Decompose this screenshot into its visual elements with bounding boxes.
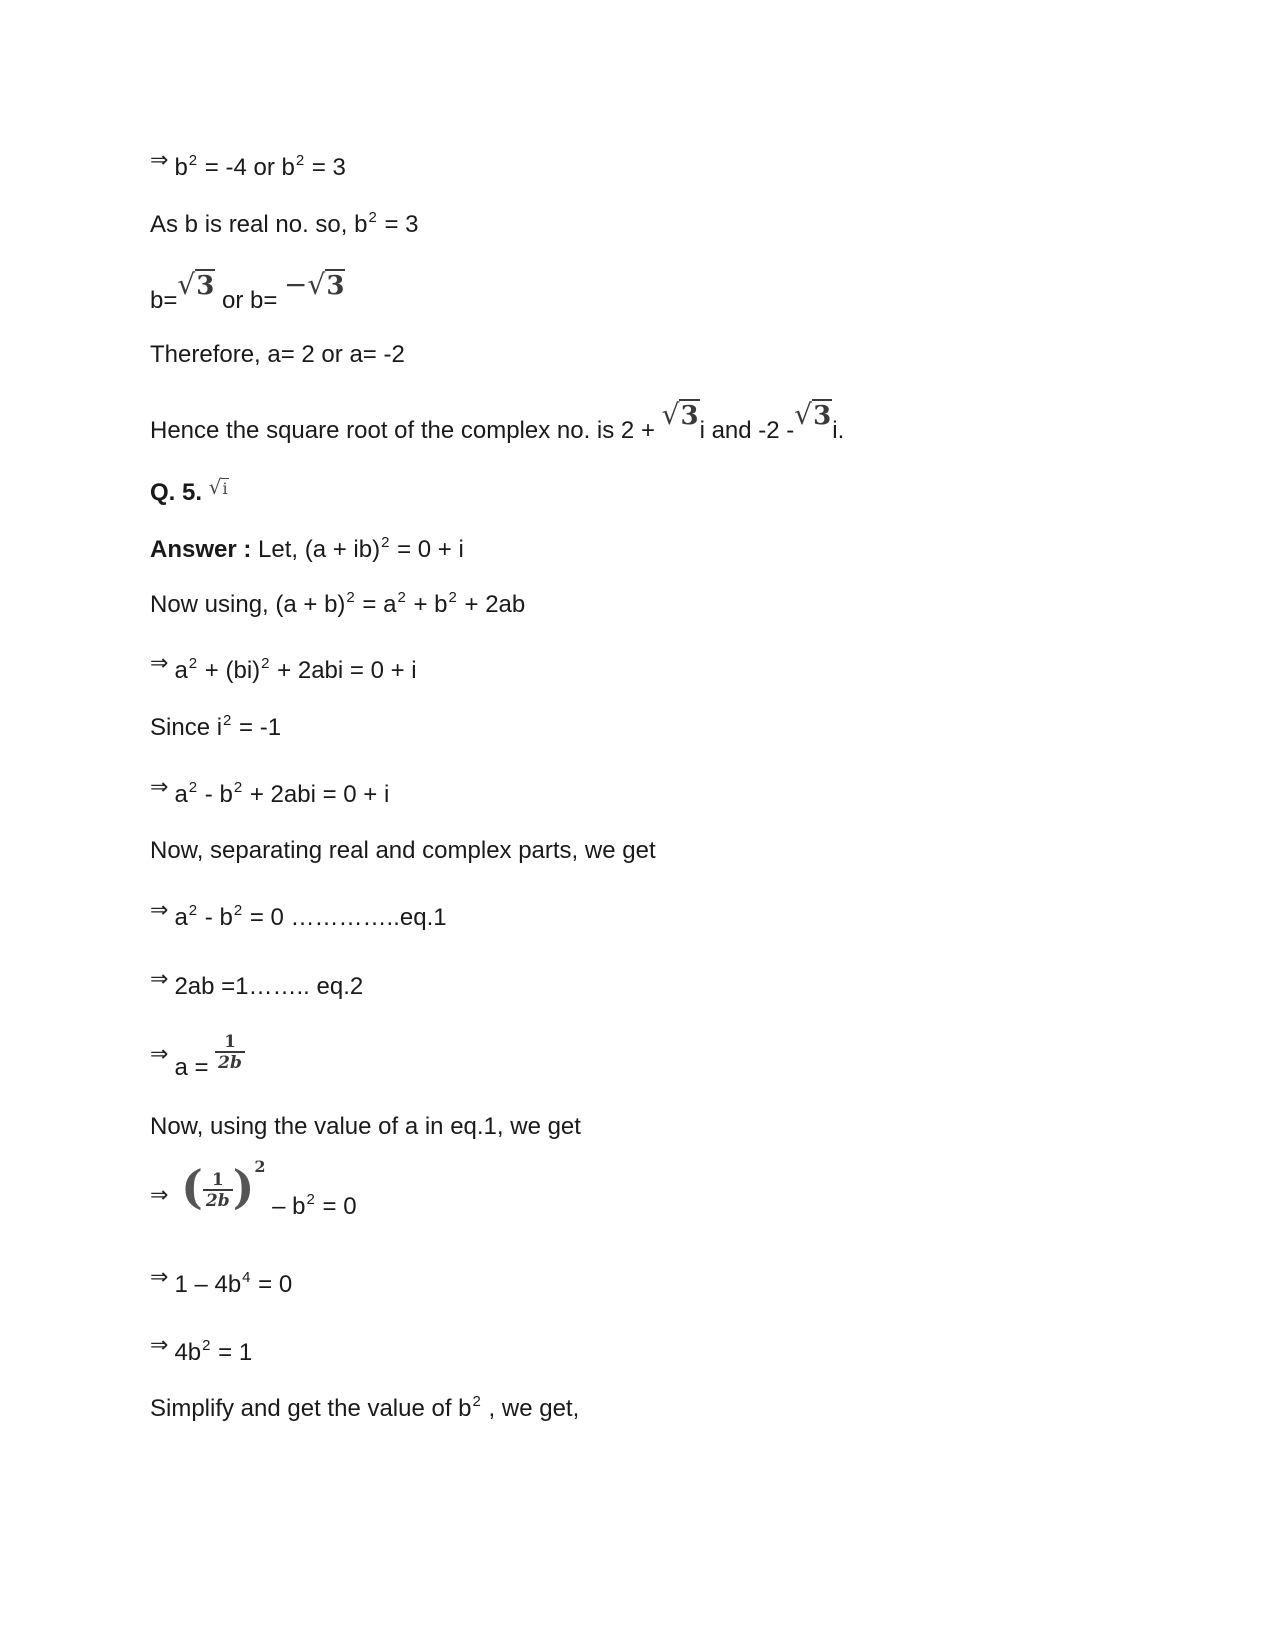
implies-icon: ⇒ — [150, 147, 169, 172]
answer-line: Answer : Let, (a + ib)$^2$ = 0 + i — [150, 534, 464, 563]
equation-line-9: ⇒ $a^2 + (bi)^2 + 2abi = 0 + i$ — [150, 650, 417, 684]
text-line-16: Now, using the value of a in eq.1, we get — [150, 1113, 581, 1140]
equation-line-3: b=√3 or b= −√3 — [150, 268, 345, 314]
text-line-8: Now using, $(a + b)^2 = a^2 + b^2 + 2ab$ — [150, 589, 526, 618]
equation-line-17: ⇒ ( $\frac{1}{2b}$ )$^2 - b^2 = 0$ — [150, 1156, 357, 1220]
fraction-squared-image: ( $\frac{1}{2b}$ )$^2$ — [181, 1156, 266, 1214]
equation-line-15: ⇒a = $\frac{1}{2b}$ — [150, 1038, 245, 1076]
implies-icon: ⇒ — [150, 1332, 169, 1357]
implies-icon: ⇒ — [150, 1041, 169, 1067]
neg-sqrt-3-image: −√3 — [284, 268, 345, 301]
sqrt-3-image: √3 — [177, 268, 215, 301]
equation-line-19: ⇒ $4b^2 = 1$ — [150, 1332, 253, 1366]
text-line-10: Since $i^2 = -1$ — [150, 712, 282, 741]
sqrt-3-image: √3 — [794, 398, 832, 431]
text-line-5: Hence the square root of the complex no. is 2 + √3i and -2 -√3i. — [150, 398, 845, 444]
implies-icon: ⇒ — [150, 1181, 169, 1207]
implies-icon: ⇒ — [150, 1264, 169, 1289]
equation-line-13: ⇒ $a^2 - b^2 = 0$ …………..eq.1 — [150, 897, 447, 931]
text-line-4: Therefore, a= 2 or a= -2 — [150, 341, 405, 368]
equation-line-14: ⇒ 2ab =1…….. eq.2 — [150, 966, 364, 1000]
sqrt-3-image: √3 — [661, 398, 699, 431]
sqrt-i-image: √i — [208, 475, 228, 499]
equation-line-11: ⇒ $a^2 - b^2 + 2abi = 0 + i$ — [150, 774, 390, 808]
text-line-20: Simplify and get the value of $b^2$ , we get, — [150, 1393, 580, 1422]
implies-icon: ⇒ — [150, 650, 169, 675]
implies-icon: ⇒ — [150, 966, 169, 991]
implies-icon: ⇒ — [150, 774, 169, 799]
fraction-1-over-2b-image: $\frac{1}{2b}$ — [215, 1034, 245, 1072]
text-line-2: As b is real no. so, $b^2 = 3$ — [150, 209, 419, 238]
equation-line-18: ⇒ $1 - 4b^4 = 0$ — [150, 1264, 293, 1298]
question-heading: Q. 5. √i — [150, 478, 229, 510]
text-line-12: Now, separating real and complex parts, we get — [150, 837, 656, 864]
equation-line-1: ⇒ $b^2 = -4$ or $b^2 = 3$ — [150, 147, 346, 181]
implies-icon: ⇒ — [150, 897, 169, 922]
